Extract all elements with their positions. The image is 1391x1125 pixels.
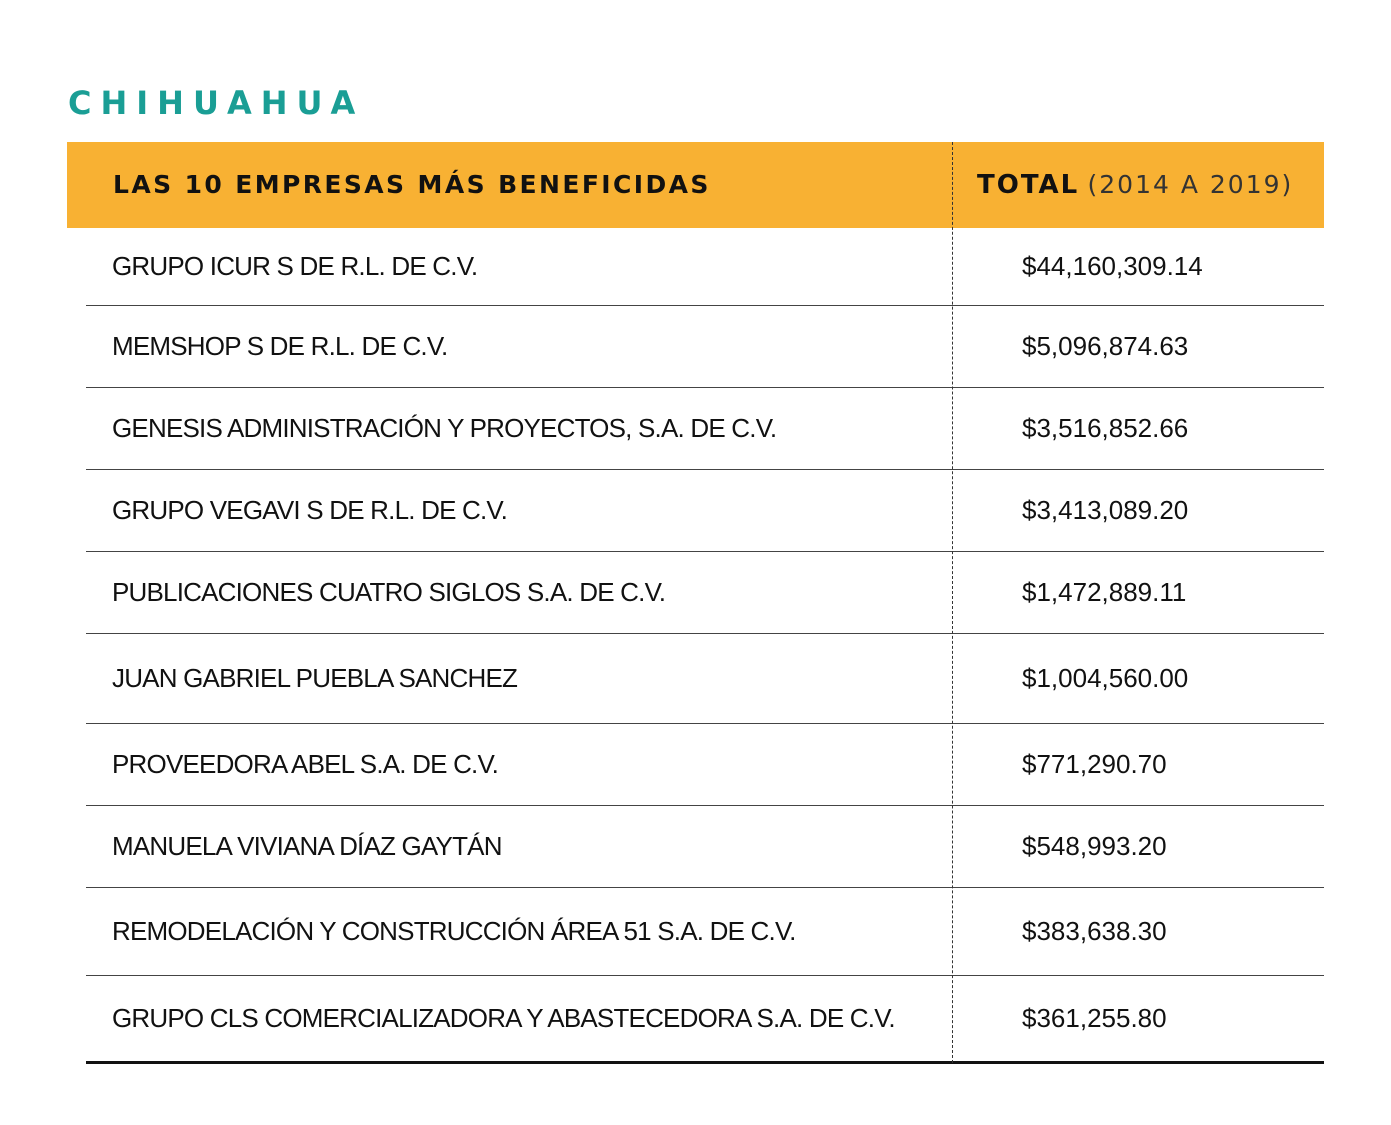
company-name: GRUPO CLS COMERCIALIZADORA Y ABASTECEDORA S.A. DE C.V. — [112, 1003, 895, 1033]
page-title: CHIHUAHUA — [68, 84, 365, 122]
company-total: $383,638.30 — [1022, 916, 1167, 946]
table-row — [86, 306, 1324, 388]
company-name: REMODELACIÓN Y CONSTRUCCIÓN ÁREA 51 S.A. DE C.V. — [112, 916, 796, 946]
company-total: $5,096,874.63 — [1022, 331, 1189, 361]
company-name: MANUELA VIVIANA DÍAZ GAYTÁN — [112, 831, 502, 861]
table-row — [86, 724, 1324, 806]
company-name: GENESIS ADMINISTRACIÓN Y PROYECTOS, S.A. DE C.V. — [112, 413, 777, 443]
table-row — [86, 634, 1324, 724]
company-total: $44,160,309.14 — [1022, 251, 1203, 281]
company-total: $361,255.80 — [1022, 1003, 1167, 1033]
header-total-period: (2014 A 2019) — [1087, 170, 1294, 199]
company-total: $1,472,889.11 — [1022, 577, 1187, 607]
company-name: JUAN GABRIEL PUEBLA SANCHEZ — [112, 663, 518, 693]
table-row — [86, 888, 1324, 976]
header-total — [977, 142, 1293, 228]
table-row — [86, 976, 1324, 1064]
column-divider — [952, 142, 953, 1063]
company-total: $3,516,852.66 — [1022, 413, 1189, 443]
company-total: $3,413,089.20 — [1022, 495, 1189, 525]
company-name: MEMSHOP S DE R.L. DE C.V. — [112, 331, 448, 361]
table-row — [86, 388, 1324, 470]
header-companies: LAS 10 EMPRESAS MÁS BENEFICIDAS — [113, 170, 711, 199]
company-name: PUBLICACIONES CUATRO SIGLOS S.A. DE C.V. — [112, 577, 666, 607]
company-total: $771,290.70 — [1022, 749, 1167, 779]
company-name: PROVEEDORA ABEL S.A. DE C.V. — [112, 749, 499, 779]
table-row — [86, 806, 1324, 888]
table-body — [86, 228, 1324, 1064]
table-row — [86, 470, 1324, 552]
company-name: GRUPO ICUR S DE R.L. DE C.V. — [112, 251, 478, 281]
header-total-label: TOTAL — [977, 170, 1080, 200]
company-total: $1,004,560.00 — [1022, 663, 1189, 693]
table-row — [86, 552, 1324, 634]
table-header — [67, 142, 1324, 228]
company-total: $548,993.20 — [1022, 831, 1167, 861]
company-name: GRUPO VEGAVI S DE R.L. DE C.V. — [112, 495, 508, 525]
table-row — [86, 228, 1324, 306]
